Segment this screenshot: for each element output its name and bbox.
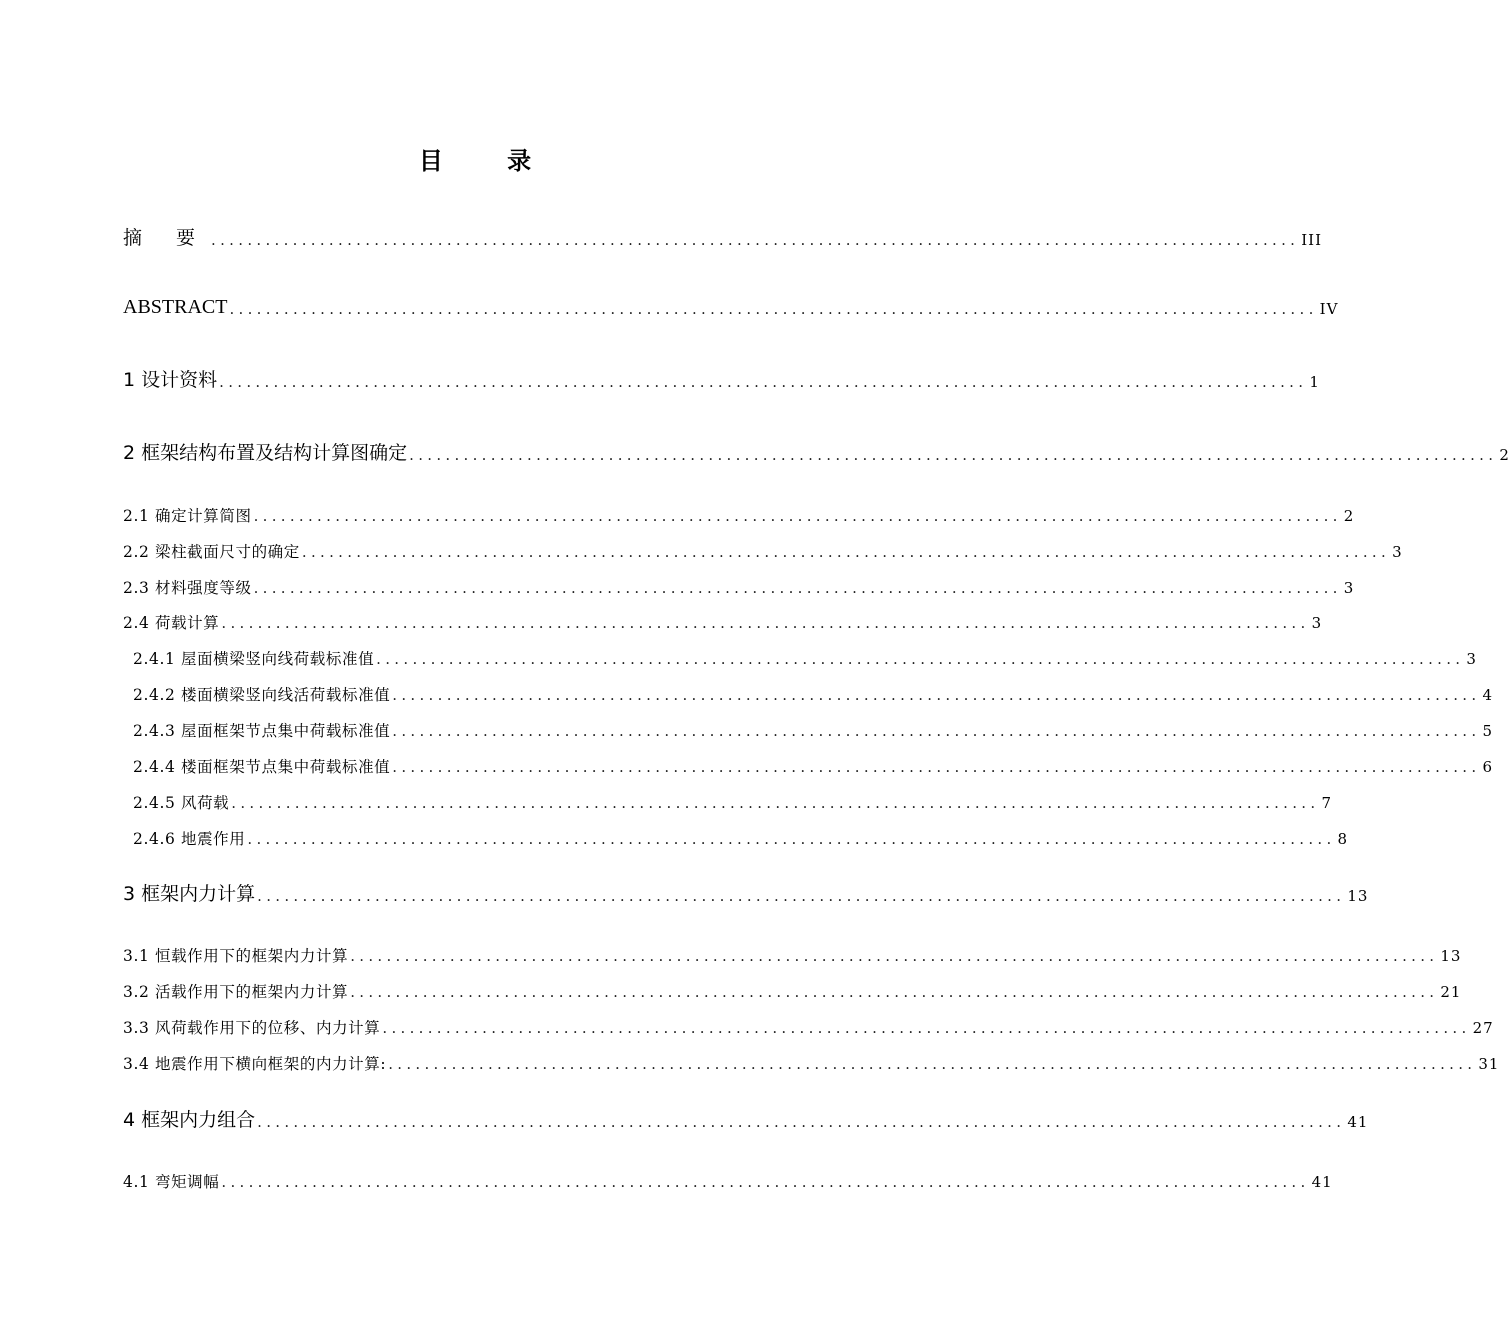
toc-entry-page: 2 — [1499, 446, 1510, 464]
toc-entry-label: 2.4.1 屋面横梁竖向线荷载标准值 — [133, 649, 375, 668]
toc-leader: ........................................................................................................................ — [221, 614, 1310, 632]
toc-entry-label: 2.4.5 风荷载 — [133, 793, 230, 812]
toc-entry-label: 4 框架内力组合 — [123, 1109, 256, 1131]
toc-leader: ........................................................................................................................ — [388, 1055, 1477, 1073]
toc-entry-page: 31 — [1478, 1055, 1500, 1073]
toc-entry-subsection[interactable] — [0, 637, 1477, 668]
toc-entry-label: 4.1 弯矩调幅 — [123, 1172, 220, 1191]
toc-leader: ........................................................................................................................ — [392, 758, 1481, 776]
toc-leader: ........................................................................................................................ — [392, 686, 1481, 704]
toc-entry-label: ABSTRACT — [123, 296, 228, 318]
toc-leader: ........................................................................................................................ — [219, 373, 1308, 391]
toc-leader: ........................................................................................................................ — [247, 830, 1336, 848]
toc-entry-subsection[interactable] — [0, 781, 1332, 812]
toc-entry-label: 3.3 风荷载作用下的位移、内力计算 — [123, 1018, 381, 1037]
toc-entry-page: IV — [1319, 300, 1339, 318]
toc-leader: ........................................................................................................................ — [257, 887, 1346, 905]
toc-leader: ........................................................................................................................ — [253, 507, 1342, 525]
toc-entry-subsection[interactable] — [0, 745, 1493, 776]
toc-entry-page: 3 — [1392, 543, 1403, 561]
toc-entry-page: 3 — [1311, 614, 1323, 632]
toc-entry-chapter-3[interactable] — [0, 874, 1369, 905]
toc-entry-page: 3 — [1343, 579, 1355, 597]
page-title: 目 录 — [418, 147, 560, 175]
toc-leader: ........................................................................................................................ — [301, 543, 1391, 561]
toc-entry-page: 13 — [1347, 887, 1369, 905]
toc-leader: ........................................................................................................................ — [229, 300, 1318, 318]
toc-entry-page: III — [1301, 231, 1322, 249]
toc-entry-abstract-cn[interactable] — [0, 218, 1322, 249]
toc-leader: ........................................................................................................................ — [231, 794, 1320, 812]
toc-entry-section[interactable] — [0, 601, 1323, 632]
toc-entry-page: 41 — [1311, 1173, 1333, 1191]
toc-entry-section[interactable] — [0, 934, 1462, 965]
toc-entry-page: 41 — [1347, 1113, 1369, 1131]
toc-entry-page: 27 — [1472, 1019, 1494, 1037]
toc-entry-label: 3 框架内力计算 — [123, 883, 256, 905]
toc-entry-page: 2 — [1343, 507, 1355, 525]
toc-entry-label: 2.4.3 屋面框架节点集中荷载标准值 — [133, 721, 391, 740]
toc-entry-label: 2.4 荷载计算 — [123, 613, 220, 632]
toc-entry-label: 2.3 材料强度等级 — [123, 578, 252, 597]
toc-entry-label: 1 设计资料 — [123, 369, 218, 391]
toc-entry-section[interactable] — [0, 566, 1355, 597]
toc-entry-label: 3.2 活载作用下的框架内力计算 — [123, 982, 349, 1001]
toc-entry-page: 4 — [1482, 686, 1493, 704]
toc-entry-subsection[interactable] — [0, 673, 1493, 704]
toc-leader: ........................................................................................................................ — [350, 983, 1439, 1001]
toc-entry-section[interactable] — [0, 1006, 1494, 1037]
toc-entry-label: 3.4 地震作用下横向框架的内力计算: — [123, 1054, 387, 1073]
toc-leader: ........................................................................................................................ — [221, 1173, 1310, 1191]
toc-entry-section[interactable] — [0, 1160, 1333, 1191]
toc-entry-page: 6 — [1482, 758, 1493, 776]
toc-entry-subsection[interactable] — [0, 709, 1493, 740]
toc-entry-page: 13 — [1440, 947, 1462, 965]
toc-entry-page: 7 — [1321, 794, 1332, 812]
toc-entry-label: 2 框架结构布置及结构计算图确定 — [123, 442, 408, 464]
toc-entry-label: 2.1 确定计算简图 — [123, 506, 252, 525]
toc-entry-abstract-en[interactable] — [0, 287, 1339, 318]
toc-leader: ........................................................................................................................ — [257, 1113, 1346, 1131]
toc-leader: ........................................................................................................................ — [409, 446, 1498, 464]
toc-leader: ........................................................................................................................ — [253, 579, 1342, 597]
toc-entry-section[interactable] — [0, 530, 1403, 561]
toc-entry-label: 2.4.2 楼面横梁竖向线活荷载标准值 — [133, 685, 391, 704]
toc-entry-chapter-2[interactable] — [0, 433, 1510, 464]
toc-entry-subsection[interactable] — [0, 817, 1349, 848]
toc-leader: ........................................................................................................................ — [376, 650, 1465, 668]
toc-entry-section[interactable] — [0, 494, 1355, 525]
toc-leader: ........................................................................................................................ — [392, 722, 1481, 740]
toc-leader: ........................................................................................................................ — [350, 947, 1439, 965]
toc-entry-page: 1 — [1309, 373, 1320, 391]
toc-entry-label: 2.2 梁柱截面尺寸的确定 — [123, 542, 300, 561]
toc-entry-page: 8 — [1337, 830, 1349, 848]
toc-leader: ........................................................................................................................ — [211, 231, 1300, 249]
toc-entry-section[interactable] — [0, 1042, 1500, 1073]
toc-entry-label: 3.1 恒载作用下的框架内力计算 — [123, 946, 349, 965]
toc-entry-page: 5 — [1482, 722, 1493, 740]
toc-entry-label: 2.4.6 地震作用 — [133, 829, 246, 848]
toc-entry-label: 2.4.4 楼面框架节点集中荷载标准值 — [133, 757, 391, 776]
toc-entry-chapter-1[interactable] — [0, 360, 1320, 391]
toc-entry-chapter-4[interactable] — [0, 1100, 1369, 1131]
toc-leader: ........................................................................................................................ — [382, 1019, 1471, 1037]
toc-entry-page: 21 — [1440, 983, 1462, 1001]
toc-entry-page: 3 — [1466, 650, 1477, 668]
toc-entry-section[interactable] — [0, 970, 1462, 1001]
toc-entry-label: 摘 要 — [123, 227, 210, 249]
